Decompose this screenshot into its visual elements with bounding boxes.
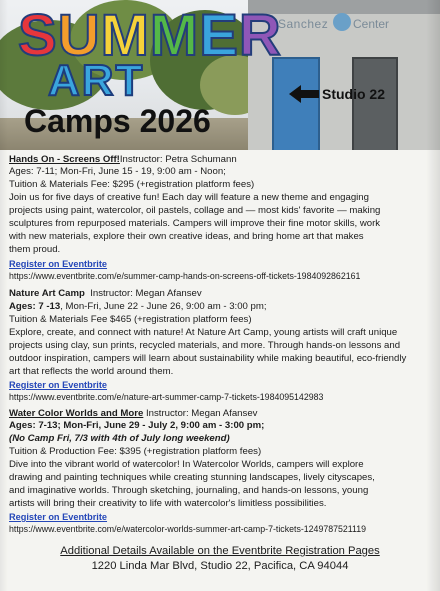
title-summer-letter: U: [57, 3, 101, 68]
camp-3-desc-line: drawing and painting techniques while creating stunning landscapes, lively cityscapes,: [9, 472, 375, 483]
camp-2-heading: [9, 288, 202, 300]
camp-2-dates: , Mon-Fri, June 22 - June 26, 9:00 am - 3:00 pm;: [60, 301, 267, 312]
camp-1-desc-line: Join us for five days of creative fun! Each day will feature a new theme and engaging: [9, 192, 369, 203]
camp-2-fee: Tuition & Materials Fee $465 (+registration platform fees): [9, 314, 252, 325]
left-arrow-icon: [289, 85, 319, 103]
camp-1-heading: [9, 154, 237, 166]
venue-sign-center: Center: [353, 17, 390, 31]
title-summer-letter: M: [100, 3, 150, 68]
studio-sign: Studio 22: [322, 86, 386, 102]
camp-1-desc-line: sculptures from repurposed materials. Campers will improve their fine motor skills, work: [9, 218, 381, 229]
camp-2-desc-line: projects using clay, sun prints, recycled materials, and more. Through hands-on lessons and: [9, 340, 401, 351]
footer-address: 1220 Linda Mar Blvd, Studio 22, Pacifica, CA 94044: [91, 560, 349, 572]
camp-3-desc-line: and imaginative worlds. Through sketching, journaling, and hands-on lessons, young: [9, 485, 369, 496]
camp-3-ages: Ages: 7-13; Mon-Fri, June 29 - July 2, 9:00 am - 3:00 pm;: [9, 420, 265, 431]
camp-1-desc-line: projects using paint, watercolor, oil pastels, collage and — most kids' favorite — making: [9, 205, 381, 216]
footer-details: Additional Details Available on the Eventbrite Registration Pages: [60, 545, 380, 557]
camp-1-ages: Ages: 7-11; Mon-Fri, June 15 - 19, 9:00 am - Noon;: [9, 166, 226, 177]
camp-3-url[interactable]: https://www.eventbrite.com/e/watercolor-worlds-summer-art-camp-7-tickets-1249787521119: [9, 524, 367, 534]
title-summer-letter: E: [199, 3, 239, 68]
camp-2-title: Nature Art Camp: [9, 288, 85, 299]
camp-1-title: Hands On - Screens Off!: [9, 154, 120, 165]
camp-3-desc-line: artists will bring their creativity to life with watercolor's limitless possibilities.: [9, 498, 327, 509]
camp-3-fee: Tuition & Production Fee: $395 (+registration platform fees): [9, 446, 262, 457]
camp-2-url[interactable]: https://www.eventbrite.com/e/nature-art-summer-camp-7-tickets-1984095142983: [9, 392, 324, 402]
venue-sign-sanchez: Sanchez: [278, 17, 329, 31]
title-summer-letter: R: [238, 3, 282, 68]
title-camps-year: Camps 2026: [24, 103, 211, 139]
camp-2-ages-label: Ages: 7 -13: [9, 301, 61, 312]
title-summer-letter: S: [18, 3, 58, 68]
camp-3-title: Water Color Worlds and More: [9, 408, 144, 419]
gray-door: [352, 57, 398, 150]
camp-2-desc-line: outdoor inspiration, campers will learn about sustainability while making beautiful, eco-friendly: [9, 353, 407, 364]
camp-2-desc-line: art that reflects the world around them.: [9, 366, 174, 377]
center-logo-icon: [333, 13, 351, 31]
header-photo: [0, 0, 440, 150]
camp-2-instructor: Instructor: Megan Afansev: [90, 288, 202, 299]
camp-1-fee: Tuition & Materials Fee: $295 (+registration platform fees): [9, 179, 255, 190]
camp-3-heading: [9, 408, 257, 420]
camp-2-register-link[interactable]: Register on Eventbrite: [9, 380, 108, 390]
camp-3-note: (No Camp Fri, 7/3 with 4th of July long weekend): [9, 433, 230, 444]
camp-1-desc-line: with new materials, explore their own creative ideas, and bring home art that makes: [9, 231, 364, 242]
blue-door: [272, 57, 320, 150]
title-art: ART: [48, 56, 145, 105]
camp-2-ages: [9, 301, 267, 313]
camp-2-desc-line: Explore, create, and connect with nature! At Nature Art Camp, young artists will craft unique: [9, 327, 398, 338]
title-summer-letter: M: [149, 3, 200, 68]
camp-3-instructor: Instructor: Megan Afansev: [143, 408, 258, 419]
camp-3-register-link[interactable]: Register on Eventbrite: [9, 512, 108, 522]
camp-1-instructor: Instructor: Petra Schumann: [119, 154, 237, 165]
camp-1-url[interactable]: https://www.eventbrite.com/e/summer-camp-hands-on-screens-off-tickets-1984092862161: [9, 271, 361, 281]
camp-1-desc-line: them proud.: [9, 244, 61, 255]
camp-1-register-link[interactable]: Register on Eventbrite: [9, 259, 108, 269]
camp-3-desc-line: Dive into the vibrant world of watercolor! In Watercolor Worlds, campers will explore: [9, 459, 364, 470]
